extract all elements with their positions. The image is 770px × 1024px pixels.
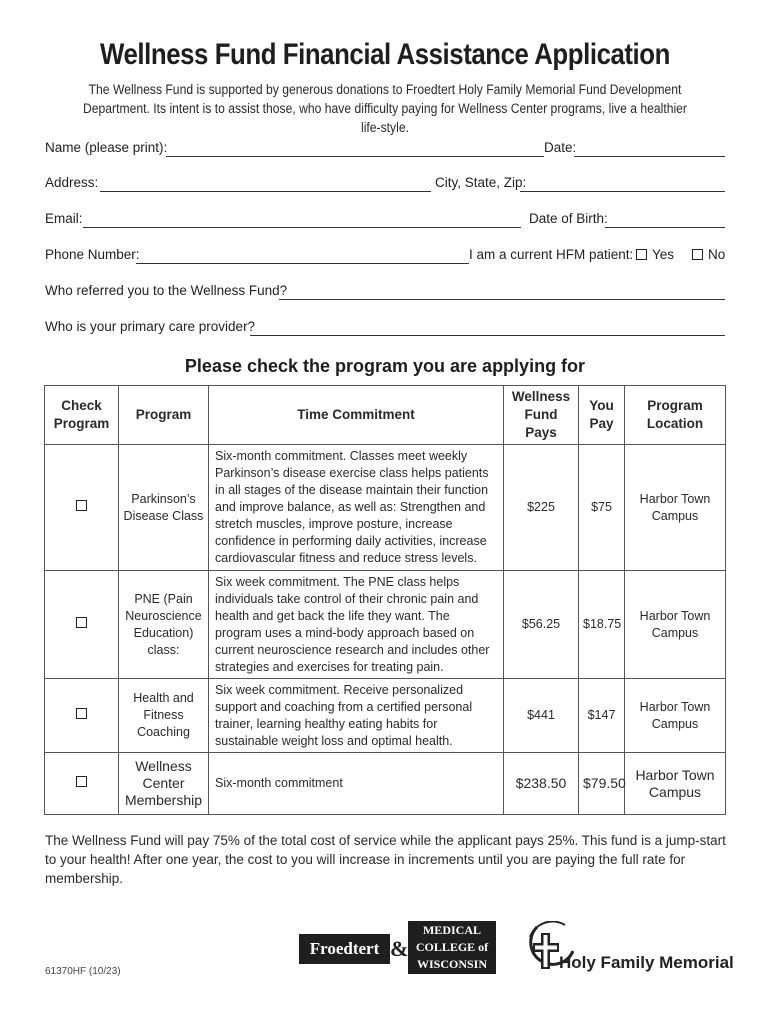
program-name: Parkinson’s Disease Class: [119, 445, 209, 571]
header-fund-pays: Wellness Fund Pays: [504, 386, 579, 445]
page-title: Wellness Fund Financial Assistance Application: [100, 38, 670, 71]
fund-pays: $56.25: [504, 571, 579, 679]
header-time: Time Commitment: [209, 386, 504, 445]
time-commitment: Six week commitment. The PNE class helps individuals take control of their chronic pain and health and get back the life they want. The program uses a mind-body approach based on current neuroscience research and includes other strategies and exercises for treating pain.: [209, 571, 504, 679]
you-pay: $147: [579, 679, 625, 753]
program-checkbox[interactable]: [76, 617, 87, 628]
patient-no-option[interactable]: [692, 247, 725, 262]
time-commitment: Six-month commitment: [209, 753, 504, 815]
provider-row: [45, 319, 725, 339]
dob-label: Date of Birth:: [529, 211, 608, 226]
phone-label: Phone Number:: [45, 247, 140, 262]
fund-pays: $225: [504, 445, 579, 571]
you-pay: $79.50: [579, 753, 625, 815]
no-checkbox[interactable]: [692, 249, 703, 260]
header-check: Check Program: [45, 386, 119, 445]
name-row: [45, 140, 725, 160]
dob-field[interactable]: [605, 227, 725, 228]
email-field[interactable]: [83, 227, 521, 228]
name-field[interactable]: [166, 156, 544, 157]
table-row: [45, 445, 726, 571]
fund-pays: $238.50: [504, 753, 579, 815]
email-label: Email:: [45, 211, 83, 226]
form-code: 61370HF (10/23): [45, 966, 121, 977]
city-label: City, State, Zip:: [435, 175, 527, 190]
referred-field[interactable]: [279, 299, 725, 300]
address-label: Address:: [45, 175, 99, 190]
phone-field[interactable]: [136, 263, 469, 264]
program-table: [44, 385, 726, 815]
program-checkbox[interactable]: [76, 500, 87, 511]
program-location: Harbor Town Campus: [625, 679, 726, 753]
provider-label: Who is your primary care provider?: [45, 319, 256, 334]
program-location: Harbor Town Campus: [625, 753, 726, 815]
funding-note: The Wellness Fund will pay 75% of the total cost of service while the applicant pays 25%. This fund is a jump-start to your health! After one year, the cost to you will increase in increments until you are paying the full rate for membership.: [45, 833, 726, 886]
time-commitment: Six-month commitment. Classes meet weekly Parkinson’s disease exercise class helps patients in all stages of the disease maintain their function and improve balance, as well as: Strengthen and stretch muscles, improve posture, increase confidence in performing daily activities, increase cardiovascular fitness and reduce stress levels.: [209, 445, 504, 571]
check-cell: [45, 679, 119, 753]
holy-family-memorial-logo: [525, 921, 734, 976]
patient-yes-option[interactable]: [636, 247, 674, 262]
yes-label: Yes: [652, 247, 675, 262]
mcw-line2: COLLEGE of: [415, 940, 489, 954]
program-checkbox[interactable]: [76, 776, 87, 787]
header-you-pay: You Pay: [579, 386, 625, 445]
patient-label: I am a current HFM patient:: [469, 247, 634, 262]
name-label: Name (please print):: [45, 140, 168, 155]
date-label: Date:: [544, 140, 577, 155]
provider-field[interactable]: [250, 335, 725, 336]
logo-ampersand: &: [390, 936, 409, 961]
header-location: Program Location: [625, 386, 726, 445]
referred-row: [45, 283, 725, 303]
date-field[interactable]: [574, 156, 725, 157]
froedtert-mcw-logo: [299, 921, 496, 974]
address-field[interactable]: [100, 191, 431, 192]
table-row: [45, 679, 726, 753]
program-name: Health and Fitness Coaching: [119, 679, 209, 753]
check-cell: [45, 753, 119, 815]
check-cell: [45, 445, 119, 571]
program-name: PNE (Pain Neuroscience Education) class:: [119, 571, 209, 679]
address-row: [45, 175, 725, 195]
phone-row: [45, 247, 725, 267]
yes-checkbox[interactable]: [636, 249, 647, 260]
program-name: Wellness Center Membership: [119, 753, 209, 815]
header-program: Program: [119, 386, 209, 445]
mcw-line3: WISCONSIN: [416, 957, 488, 971]
mcw-line1: MEDICAL: [422, 923, 481, 937]
programs-heading: Please check the program you are applying for: [184, 356, 586, 376]
froedtert-wordmark: Froedtert: [299, 934, 390, 964]
mcw-wordmark: [408, 921, 496, 974]
referred-label: Who referred you to the Wellness Fund?: [45, 283, 288, 298]
fund-pays: $441: [504, 679, 579, 753]
table-header-row: [45, 386, 726, 445]
intro-text: The Wellness Fund is supported by generous donations to Froedtert Holy Family Memorial Fund Development Department. Its intent is to assist those, who have difficulty paying for Wellness Center programs, live a healthier life-style.: [83, 82, 687, 135]
program-location: Harbor Town Campus: [625, 571, 726, 679]
table-row: [45, 753, 726, 815]
table-row: [45, 571, 726, 679]
email-row: [45, 211, 725, 231]
check-cell: [45, 571, 119, 679]
city-field[interactable]: [520, 191, 725, 192]
hfm-wordmark: Holy Family Memorial: [559, 953, 734, 972]
program-location: Harbor Town Campus: [625, 445, 726, 571]
time-commitment: Six week commitment. Receive personalized support and coaching from a certified personal trainer, learning healthy eating habits for sustainable weight loss and optimal health.: [209, 679, 504, 753]
no-label: No: [708, 247, 726, 262]
you-pay: $75: [579, 445, 625, 571]
you-pay: $18.75: [579, 571, 625, 679]
program-checkbox[interactable]: [76, 708, 87, 719]
